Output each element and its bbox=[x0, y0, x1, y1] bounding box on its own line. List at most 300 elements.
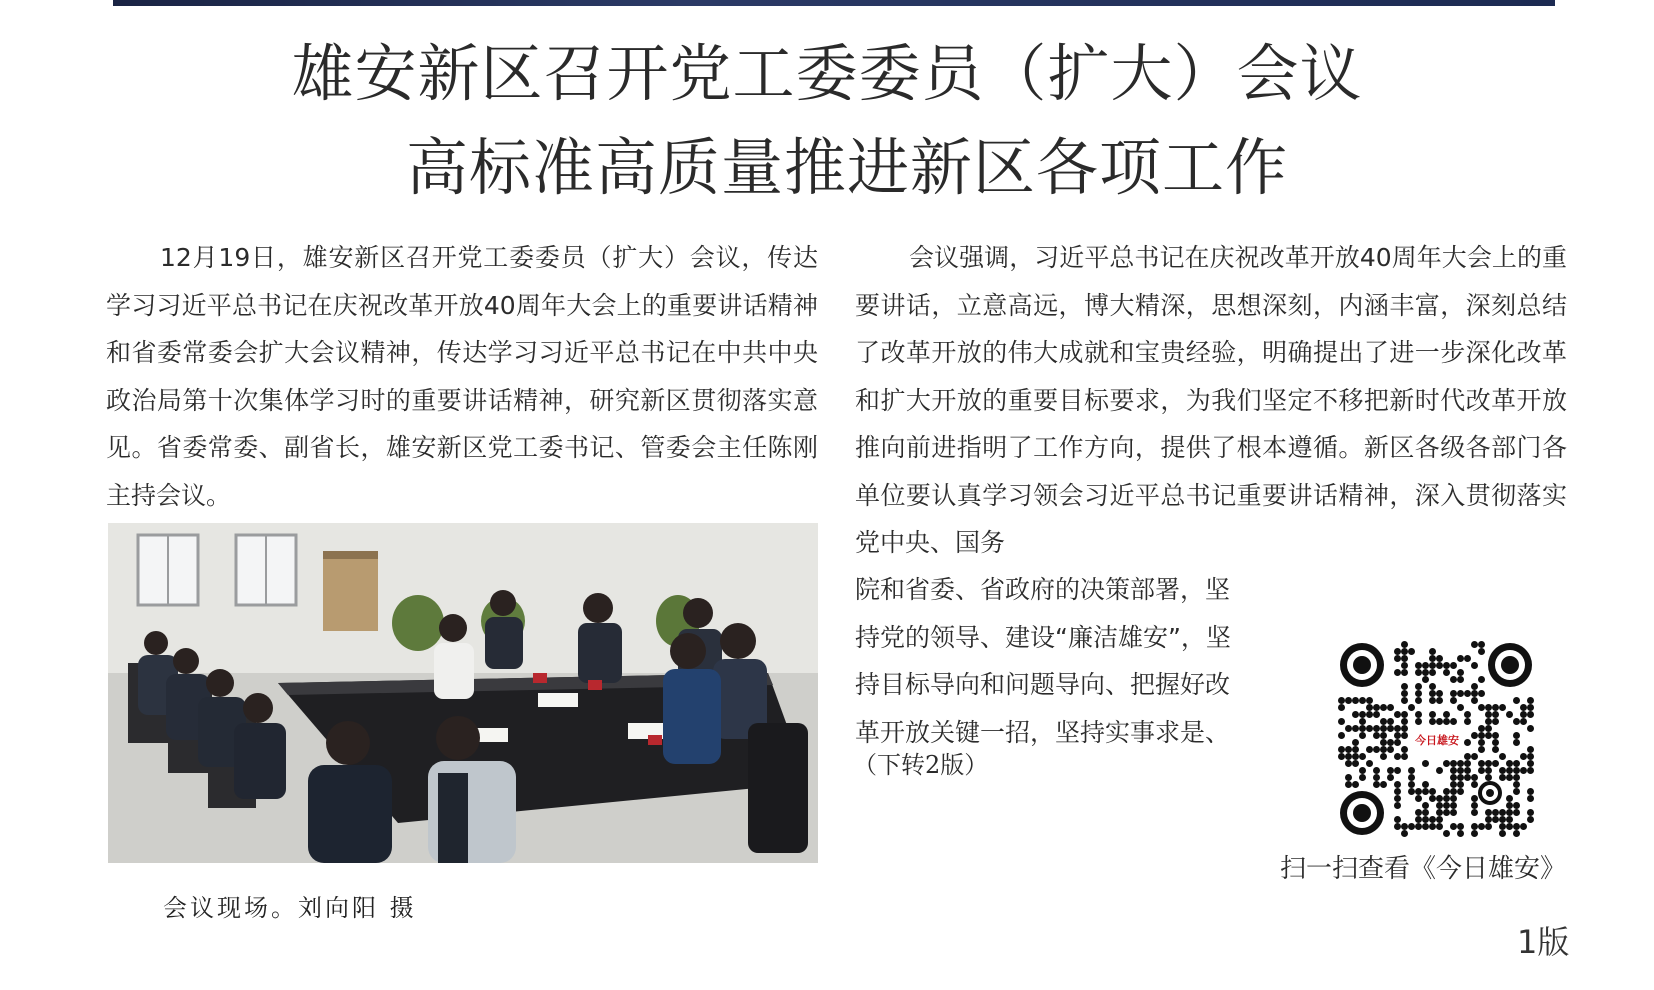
qr-module bbox=[1513, 781, 1520, 788]
qr-module bbox=[1373, 732, 1380, 739]
qr-module bbox=[1436, 662, 1443, 669]
qr-module bbox=[1464, 760, 1471, 767]
qr-module bbox=[1457, 774, 1464, 781]
qr-module bbox=[1394, 795, 1401, 802]
qr-module bbox=[1415, 662, 1422, 669]
qr-module bbox=[1513, 830, 1520, 837]
qr-module bbox=[1527, 795, 1534, 802]
qr-module bbox=[1499, 823, 1506, 830]
qr-module bbox=[1471, 802, 1478, 809]
qr-module bbox=[1415, 697, 1422, 704]
qr-module bbox=[1352, 725, 1359, 732]
qr-module bbox=[1464, 774, 1471, 781]
qr-module bbox=[1450, 767, 1457, 774]
qr-module bbox=[1464, 753, 1471, 760]
qr-module bbox=[1436, 655, 1443, 662]
qr-module bbox=[1359, 725, 1366, 732]
qr-module bbox=[1408, 823, 1415, 830]
qr-module bbox=[1394, 823, 1401, 830]
qr-module bbox=[1373, 704, 1380, 711]
qr-module bbox=[1366, 697, 1373, 704]
qr-module bbox=[1345, 781, 1352, 788]
qr-module bbox=[1415, 669, 1422, 676]
qr-module bbox=[1436, 718, 1443, 725]
headline-line-1: 雄安新区召开党工委委员（扩大）会议 bbox=[291, 37, 1363, 110]
qr-code-graphic bbox=[1338, 641, 1534, 837]
qr-module bbox=[1457, 704, 1464, 711]
qr-module bbox=[1450, 802, 1457, 809]
qr-module bbox=[1513, 788, 1520, 795]
qr-module bbox=[1373, 746, 1380, 753]
qr-module bbox=[1457, 823, 1464, 830]
qr-module bbox=[1471, 781, 1478, 788]
qr-module bbox=[1394, 767, 1401, 774]
qr-module bbox=[1471, 823, 1478, 830]
qr-module bbox=[1394, 655, 1401, 662]
qr-module bbox=[1478, 641, 1485, 648]
qr-module bbox=[1485, 774, 1492, 781]
qr-module bbox=[1478, 760, 1485, 767]
qr-module bbox=[1457, 690, 1464, 697]
top-rule bbox=[113, 0, 1555, 6]
qr-module bbox=[1408, 648, 1415, 655]
qr-module bbox=[1436, 823, 1443, 830]
qr-module bbox=[1471, 641, 1478, 648]
qr-module bbox=[1450, 690, 1457, 697]
qr-module bbox=[1485, 767, 1492, 774]
qr-module bbox=[1401, 690, 1408, 697]
qr-module bbox=[1478, 704, 1485, 711]
qr-module bbox=[1422, 760, 1429, 767]
qr-module bbox=[1387, 718, 1394, 725]
qr-module bbox=[1422, 816, 1429, 823]
qr-module bbox=[1366, 725, 1373, 732]
qr-center-label: 今日雄安 bbox=[1415, 734, 1459, 747]
qr-module bbox=[1408, 704, 1415, 711]
qr-module bbox=[1380, 739, 1387, 746]
qr-module bbox=[1513, 774, 1520, 781]
qr-module bbox=[1457, 655, 1464, 662]
qr-module bbox=[1527, 725, 1534, 732]
qr-module bbox=[1401, 655, 1408, 662]
article-right-continuation: 院和省委、省政府的决策部署，坚 持党的领导、建设“廉洁雄安”，坚 持目标导向和问题导向、把握好改 革开放关键一招，坚持实事求是、 bbox=[855, 575, 1231, 747]
qr-module bbox=[1457, 767, 1464, 774]
qr-module bbox=[1520, 753, 1527, 760]
qr-module bbox=[1373, 711, 1380, 718]
qr-module bbox=[1527, 704, 1534, 711]
qr-module bbox=[1415, 816, 1422, 823]
qr-module bbox=[1471, 774, 1478, 781]
qr-module bbox=[1457, 676, 1464, 683]
qr-module bbox=[1394, 732, 1401, 739]
qr-module bbox=[1429, 697, 1436, 704]
qr-module bbox=[1478, 767, 1485, 774]
qr-module bbox=[1443, 802, 1450, 809]
qr-module bbox=[1429, 690, 1436, 697]
qr-module bbox=[1485, 823, 1492, 830]
qr-module bbox=[1485, 704, 1492, 711]
qr-module bbox=[1436, 802, 1443, 809]
qr-module bbox=[1338, 732, 1345, 739]
meeting-photo bbox=[108, 523, 818, 863]
qr-module bbox=[1513, 732, 1520, 739]
qr-module bbox=[1415, 788, 1422, 795]
qr-module bbox=[1345, 760, 1352, 767]
qr-module bbox=[1478, 725, 1485, 732]
qr-module bbox=[1499, 767, 1506, 774]
qr-module bbox=[1422, 781, 1429, 788]
qr-module bbox=[1436, 809, 1443, 816]
qr-module bbox=[1408, 781, 1415, 788]
qr-module bbox=[1401, 753, 1408, 760]
qr-module bbox=[1429, 823, 1436, 830]
qr-module bbox=[1443, 795, 1450, 802]
qr-module bbox=[1450, 795, 1457, 802]
qr-module bbox=[1387, 739, 1394, 746]
qr-module bbox=[1422, 788, 1429, 795]
qr-module bbox=[1394, 711, 1401, 718]
qr-module bbox=[1422, 809, 1429, 816]
qr-module bbox=[1478, 746, 1485, 753]
qr-module bbox=[1443, 669, 1450, 676]
qr-module bbox=[1485, 760, 1492, 767]
qr-module bbox=[1415, 823, 1422, 830]
qr-module bbox=[1415, 690, 1422, 697]
qr-module bbox=[1380, 781, 1387, 788]
qr-module bbox=[1443, 809, 1450, 816]
qr-module bbox=[1429, 655, 1436, 662]
qr-module bbox=[1471, 662, 1478, 669]
qr-module bbox=[1527, 711, 1534, 718]
qr-module bbox=[1338, 718, 1345, 725]
qr-module bbox=[1443, 711, 1450, 718]
qr-module bbox=[1429, 662, 1436, 669]
qr-module bbox=[1366, 704, 1373, 711]
qr-module bbox=[1429, 711, 1436, 718]
qr-module bbox=[1513, 718, 1520, 725]
qr-module bbox=[1450, 781, 1457, 788]
qr-module bbox=[1422, 823, 1429, 830]
qr-module bbox=[1415, 683, 1422, 690]
qr-module bbox=[1450, 760, 1457, 767]
qr-module bbox=[1429, 683, 1436, 690]
qr-module bbox=[1513, 760, 1520, 767]
qr-module bbox=[1443, 788, 1450, 795]
qr-module bbox=[1443, 662, 1450, 669]
qr-module bbox=[1527, 697, 1534, 704]
qr-module bbox=[1520, 711, 1527, 718]
qr-module bbox=[1422, 802, 1429, 809]
qr-module bbox=[1436, 795, 1443, 802]
qr-module bbox=[1352, 739, 1359, 746]
qr-module bbox=[1408, 788, 1415, 795]
qr-module bbox=[1359, 753, 1366, 760]
qr-module bbox=[1408, 774, 1415, 781]
qr-module bbox=[1478, 690, 1485, 697]
qr-module bbox=[1422, 669, 1429, 676]
qr-module bbox=[1366, 711, 1373, 718]
qr-module bbox=[1429, 718, 1436, 725]
qr-finder-top-right bbox=[1488, 643, 1532, 687]
qr-module bbox=[1527, 753, 1534, 760]
qr-module bbox=[1394, 753, 1401, 760]
qr-module bbox=[1527, 746, 1534, 753]
qr-module bbox=[1373, 774, 1380, 781]
qr-module bbox=[1450, 823, 1457, 830]
qr-module bbox=[1387, 704, 1394, 711]
qr-module bbox=[1380, 718, 1387, 725]
qr-module bbox=[1373, 767, 1380, 774]
qr-module bbox=[1506, 823, 1513, 830]
qr-module bbox=[1429, 788, 1436, 795]
qr-module bbox=[1443, 760, 1450, 767]
qr-module bbox=[1450, 662, 1457, 669]
qr-module bbox=[1506, 795, 1513, 802]
qr-module bbox=[1513, 809, 1520, 816]
qr-module bbox=[1527, 788, 1534, 795]
qr-module bbox=[1338, 753, 1345, 760]
qr-module bbox=[1359, 767, 1366, 774]
qr-module bbox=[1443, 830, 1450, 837]
qr-module bbox=[1457, 760, 1464, 767]
qr-module bbox=[1492, 816, 1499, 823]
qr-module bbox=[1492, 732, 1499, 739]
qr-module bbox=[1415, 711, 1422, 718]
qr-module bbox=[1436, 767, 1443, 774]
qr-module bbox=[1415, 795, 1422, 802]
qr-module bbox=[1359, 774, 1366, 781]
qr-module bbox=[1471, 753, 1478, 760]
qr-module bbox=[1513, 739, 1520, 746]
qr-module bbox=[1471, 690, 1478, 697]
qr-module bbox=[1464, 767, 1471, 774]
qr-module bbox=[1436, 816, 1443, 823]
qr-module bbox=[1394, 788, 1401, 795]
qr-module bbox=[1478, 739, 1485, 746]
qr-module bbox=[1359, 732, 1366, 739]
qr-module bbox=[1345, 725, 1352, 732]
qr-module bbox=[1450, 676, 1457, 683]
qr-module bbox=[1492, 711, 1499, 718]
qr-module bbox=[1457, 788, 1464, 795]
qr-module bbox=[1520, 718, 1527, 725]
qr-module bbox=[1492, 704, 1499, 711]
page-number: 1版 bbox=[1517, 923, 1570, 961]
qr-module bbox=[1506, 767, 1513, 774]
qr-module bbox=[1478, 732, 1485, 739]
qr-finder-top-left bbox=[1340, 643, 1384, 687]
qr-module bbox=[1471, 683, 1478, 690]
qr-module bbox=[1471, 809, 1478, 816]
qr-module bbox=[1506, 774, 1513, 781]
qr-module bbox=[1387, 774, 1394, 781]
qr-module bbox=[1506, 760, 1513, 767]
qr-module bbox=[1457, 781, 1464, 788]
qr-module bbox=[1429, 795, 1436, 802]
qr-module bbox=[1464, 718, 1471, 725]
qr-module bbox=[1352, 746, 1359, 753]
qr-module bbox=[1429, 816, 1436, 823]
qr-module bbox=[1359, 718, 1366, 725]
qr-module bbox=[1394, 725, 1401, 732]
qr-module bbox=[1506, 809, 1513, 816]
qr-module bbox=[1380, 746, 1387, 753]
qr-module bbox=[1499, 774, 1506, 781]
qr-module bbox=[1352, 697, 1359, 704]
qr-module bbox=[1513, 697, 1520, 704]
qr-module bbox=[1506, 802, 1513, 809]
qr-module bbox=[1499, 809, 1506, 816]
qr-module bbox=[1499, 830, 1506, 837]
article-right-paragraph: 会议强调，习近平总书记在庆祝改革开放40周年大会上的重要讲话，立意高远，博大精深，思想深刻，内涵丰富，深刻总结了改革开放的伟大成就和宝贵经验，明确提出了进一步深化改革和扩大开放的重要目标要求，为我们坚定不移把新时代改革开放推向前进指明了工作方向，提供了根本遵循。新区各级各部门各单位要认真学习领会习近平总书记重要讲话精神，深入贯彻落实党中央、国务 bbox=[855, 243, 1567, 557]
meeting-photo-illustration bbox=[108, 523, 818, 863]
qr-module bbox=[1394, 648, 1401, 655]
qr-module bbox=[1520, 767, 1527, 774]
qr-module bbox=[1401, 830, 1408, 837]
qr-module bbox=[1394, 802, 1401, 809]
qr-module bbox=[1401, 746, 1408, 753]
headline-line-2: 高标准高质量推进新区各项工作 bbox=[405, 131, 1288, 204]
qr-module bbox=[1373, 781, 1380, 788]
qr-module bbox=[1359, 711, 1366, 718]
qr-module bbox=[1359, 697, 1366, 704]
qr-module bbox=[1450, 788, 1457, 795]
qr-module bbox=[1338, 746, 1345, 753]
qr-module bbox=[1513, 767, 1520, 774]
qr-module bbox=[1485, 809, 1492, 816]
qr-module bbox=[1352, 753, 1359, 760]
qr-module bbox=[1464, 690, 1471, 697]
qr-module bbox=[1471, 795, 1478, 802]
qr-module bbox=[1415, 809, 1422, 816]
qr-module bbox=[1485, 816, 1492, 823]
qr-module bbox=[1527, 767, 1534, 774]
qr-module bbox=[1457, 830, 1464, 837]
qr-module bbox=[1492, 718, 1499, 725]
qr-module bbox=[1436, 697, 1443, 704]
qr-alignment-mark bbox=[1478, 781, 1502, 805]
qr-module bbox=[1513, 823, 1520, 830]
qr-module bbox=[1429, 669, 1436, 676]
qr-module bbox=[1478, 676, 1485, 683]
qr-module bbox=[1499, 753, 1506, 760]
qr-module bbox=[1450, 718, 1457, 725]
qr-module bbox=[1450, 697, 1457, 704]
qr-code[interactable] bbox=[1338, 641, 1534, 837]
qr-module bbox=[1485, 718, 1492, 725]
qr-module bbox=[1443, 718, 1450, 725]
qr-finder-bottom-left bbox=[1340, 791, 1384, 835]
qr-module bbox=[1471, 732, 1478, 739]
qr-module bbox=[1373, 725, 1380, 732]
qr-module bbox=[1338, 697, 1345, 704]
qr-module bbox=[1415, 718, 1422, 725]
qr-module bbox=[1401, 718, 1408, 725]
qr-module bbox=[1422, 676, 1429, 683]
qr-module bbox=[1366, 760, 1373, 767]
qr-module bbox=[1380, 725, 1387, 732]
qr-module bbox=[1450, 809, 1457, 816]
qr-module bbox=[1380, 732, 1387, 739]
qr-module bbox=[1401, 697, 1408, 704]
qr-module bbox=[1345, 753, 1352, 760]
qr-module bbox=[1436, 690, 1443, 697]
qr-module bbox=[1471, 697, 1478, 704]
qr-module bbox=[1527, 760, 1534, 767]
photo-caption: 会议现场。刘向阳 摄 bbox=[163, 894, 417, 922]
qr-module bbox=[1401, 648, 1408, 655]
qr-module bbox=[1429, 648, 1436, 655]
qr-module bbox=[1520, 823, 1527, 830]
qr-module bbox=[1338, 704, 1345, 711]
qr-module bbox=[1401, 711, 1408, 718]
qr-module bbox=[1352, 781, 1359, 788]
qr-module bbox=[1401, 683, 1408, 690]
qr-module bbox=[1394, 739, 1401, 746]
qr-module bbox=[1408, 767, 1415, 774]
qr-module bbox=[1492, 760, 1499, 767]
qr-module bbox=[1478, 823, 1485, 830]
qr-module bbox=[1345, 697, 1352, 704]
qr-module bbox=[1492, 739, 1499, 746]
qr-module bbox=[1506, 711, 1513, 718]
qr-module bbox=[1527, 809, 1534, 816]
qr-module bbox=[1352, 711, 1359, 718]
qr-module bbox=[1422, 662, 1429, 669]
qr-module bbox=[1387, 725, 1394, 732]
qr-module bbox=[1401, 662, 1408, 669]
qr-caption: 扫一扫查看《今日雄安》 bbox=[1280, 854, 1567, 884]
qr-module bbox=[1387, 746, 1394, 753]
qr-module bbox=[1401, 823, 1408, 830]
qr-module bbox=[1401, 669, 1408, 676]
qr-module bbox=[1478, 648, 1485, 655]
qr-module bbox=[1450, 774, 1457, 781]
qr-module bbox=[1401, 725, 1408, 732]
qr-module bbox=[1345, 746, 1352, 753]
qr-module bbox=[1401, 641, 1408, 648]
qr-module bbox=[1387, 767, 1394, 774]
qr-module bbox=[1380, 704, 1387, 711]
qr-module bbox=[1345, 774, 1352, 781]
qr-module bbox=[1394, 669, 1401, 676]
qr-module bbox=[1401, 732, 1408, 739]
qr-module bbox=[1366, 746, 1373, 753]
continued-note: （下转2版） bbox=[853, 751, 989, 779]
qr-module bbox=[1499, 704, 1506, 711]
qr-module bbox=[1394, 781, 1401, 788]
qr-module bbox=[1464, 655, 1471, 662]
qr-module bbox=[1492, 746, 1499, 753]
qr-module bbox=[1471, 830, 1478, 837]
qr-module bbox=[1394, 816, 1401, 823]
qr-module bbox=[1520, 704, 1527, 711]
qr-module bbox=[1485, 732, 1492, 739]
qr-module bbox=[1380, 753, 1387, 760]
qr-module bbox=[1513, 802, 1520, 809]
qr-module bbox=[1352, 760, 1359, 767]
qr-module bbox=[1485, 725, 1492, 732]
qr-module bbox=[1506, 816, 1513, 823]
qr-module bbox=[1464, 711, 1471, 718]
article-left-paragraph: 12月19日，雄安新区召开党工委委员（扩大）会议，传达学习习近平总书记在庆祝改革开放40周年大会上的重要讲话精神和省委常委会扩大会议精神，传达学习习近平总书记在中共中央政治局第十次集体学习时的重要讲话精神，研究新区贯彻落实意见。省委常委、副省长，雄安新区党工委书记、管委会主任陈刚主持会议。 bbox=[106, 243, 818, 510]
qr-module bbox=[1527, 816, 1534, 823]
qr-module bbox=[1457, 669, 1464, 676]
qr-module bbox=[1492, 809, 1499, 816]
qr-module bbox=[1499, 816, 1506, 823]
qr-module bbox=[1464, 739, 1471, 746]
qr-module bbox=[1485, 711, 1492, 718]
